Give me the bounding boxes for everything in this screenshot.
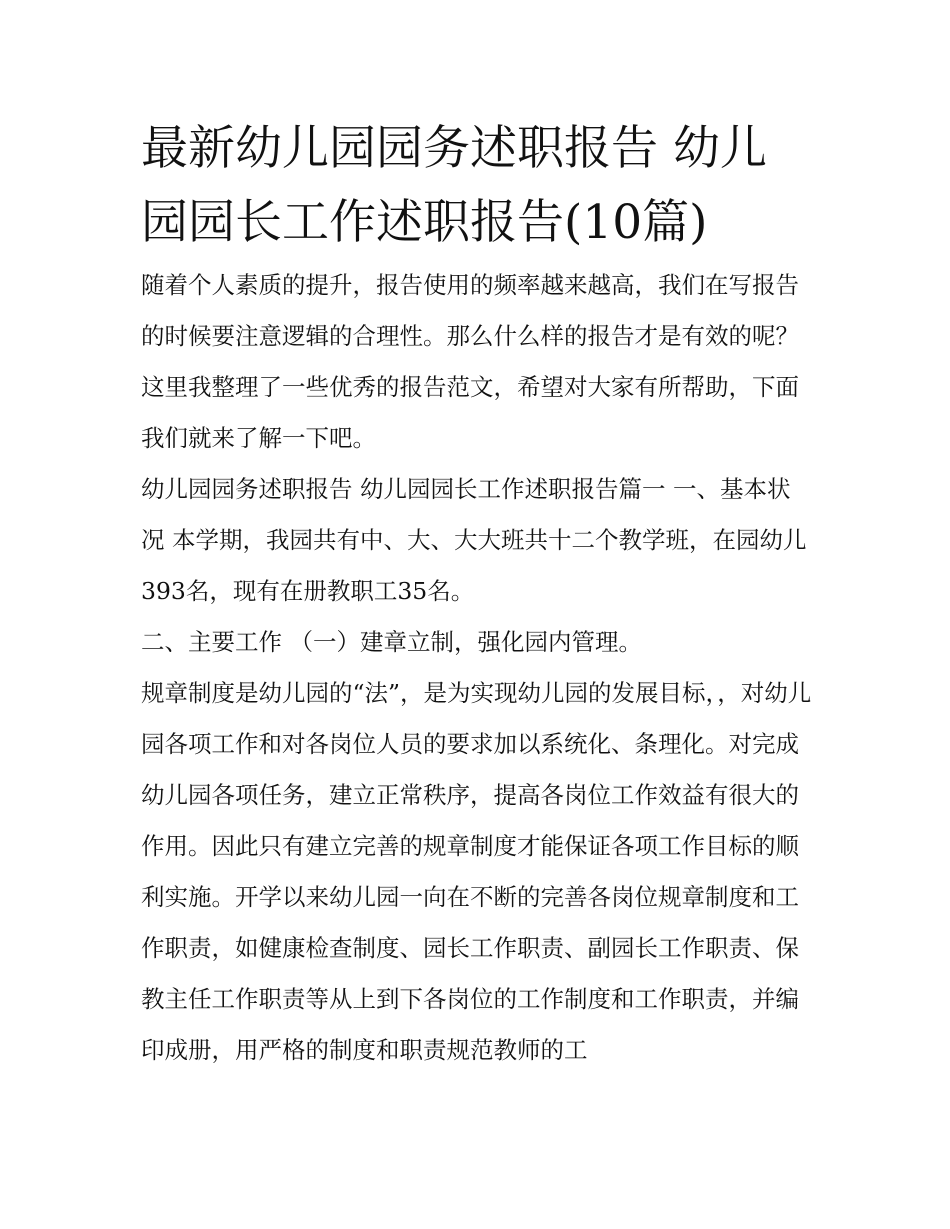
paragraph-main-work-heading: 二、主要工作 （一）建章立制，强化园内管理。 (141, 628, 642, 656)
paragraph-basic-status: 幼儿园园务述职报告 幼儿园园长工作述职报告篇一 一、基本状况 本学期，我园共有中、大、大大班共十二个教学班，在园幼儿393名，现有在册教职工35名。 (141, 475, 807, 605)
paragraph-rules: 规章制度是幼儿园的“法”，是为实现幼儿园的发展目标，，对幼儿园各项工作和对各岗位人员的要求加以系统化、条理化。对完成幼儿园各项任务，建立正常秩序，提高各岗位工作效益有很大的作用。因此只有建立完善的规章制度才能保证各项工作目标的顺利实施。开学以来幼儿园一向在不断的完善各岗位规章制度和工作职责，如健康检查制度、园长工作职责、副园长工作职责、保教主任工作职责等从上到下各岗位的工作制度和工作职责，并编印成册，用严格的制度和职责规范教师的工 (141, 679, 812, 1064)
document-body (141, 112, 813, 1076)
paragraph-intro: 随着个人素质的提升，报告使用的频率越来越高，我们在写报告的时候要注意逻辑的合理性。那么什么样的报告才是有效的呢？这里我整理了一些优秀的报告范文，希望对大家有所帮助，下面我们就来了解一下吧。 (141, 271, 799, 452)
document-title: 最新幼儿园园务述职报告 幼儿园园长工作述职报告(10篇) (141, 121, 767, 250)
